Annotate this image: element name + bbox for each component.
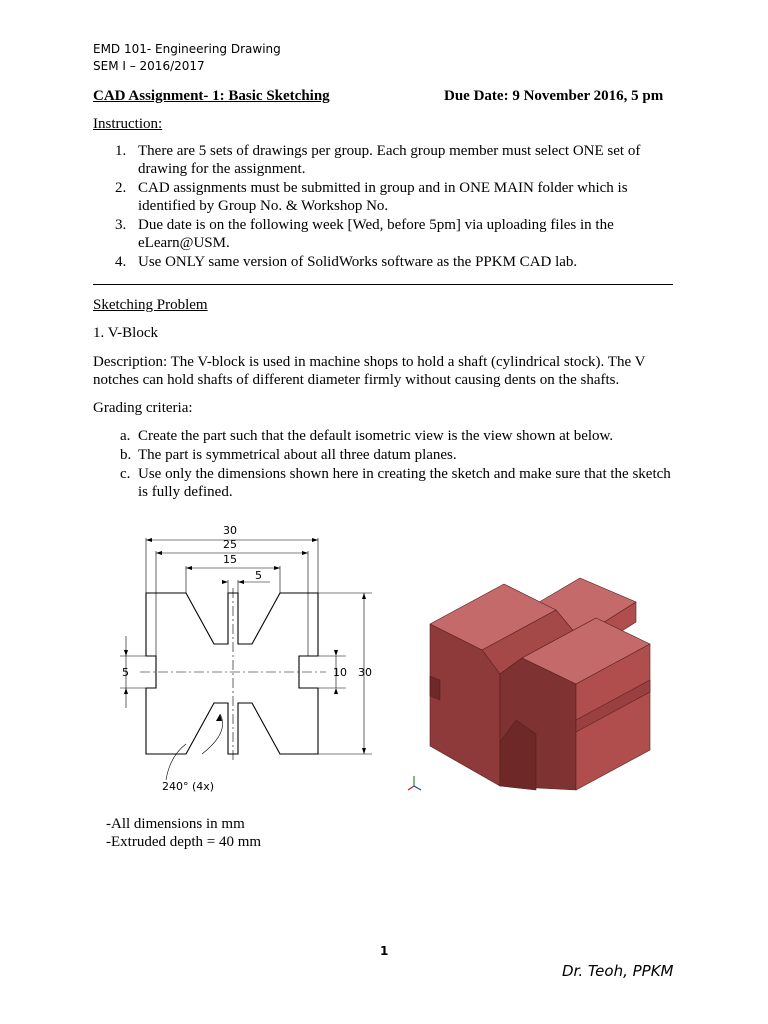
v-block-isometric-model	[400, 558, 670, 798]
list-item	[93, 446, 673, 464]
axis-triad-icon	[408, 776, 421, 790]
problem-description: Description: The V-block is used in machine shops to hold a shaft (cylindrical stock). The V notches can hold shafts of different diameter firmly without causing dents on the shafts.	[93, 354, 646, 388]
semester-header: SEM I – 2016/2017	[93, 59, 205, 73]
item-text: There are 5 sets of drawings per group. Each group member must select ONE set of drawing for the assignment.	[138, 143, 641, 177]
list-item	[93, 465, 673, 501]
due-date: Due Date: 9 November 2016, 5 pm	[444, 88, 664, 104]
dim-25-label: 25	[223, 538, 237, 551]
page-number: 1	[380, 944, 389, 958]
instruction-list	[93, 142, 673, 272]
item-text: CAD assignments must be submitted in group and in ONE MAIN folder which is identified by Group No. & Workshop No.	[138, 180, 628, 214]
item-number: 2.	[115, 180, 127, 196]
dim-right-10-label: 10	[333, 666, 347, 679]
grading-heading: Grading criteria:	[93, 400, 193, 416]
instruction-heading: Instruction:	[93, 116, 163, 132]
dim-left-5-label: 5	[122, 666, 129, 679]
author-signature: Dr. Teoh, PPKM	[562, 962, 674, 980]
item-text: Create the part such that the default isometric view is the view shown at below.	[138, 428, 614, 444]
item-letter: a.	[120, 428, 131, 444]
grading-list	[93, 427, 673, 502]
item-letter: b.	[120, 447, 132, 463]
sketch-outline	[146, 593, 318, 754]
depth-note: -Extruded depth = 40 mm	[106, 834, 262, 850]
item-letter: c.	[120, 466, 131, 482]
dim-right-30-label: 30	[358, 666, 372, 679]
assignment-title: CAD Assignment- 1: Basic Sketching	[93, 88, 330, 104]
section-divider	[93, 284, 673, 285]
item-number: 3.	[115, 217, 127, 233]
item-number: 4.	[115, 254, 127, 270]
list-item	[93, 216, 673, 252]
item-text: Due date is on the following week [Wed, before 5pm] via uploading files in the eLearn@USM.	[138, 217, 614, 251]
item-number: 1.	[115, 143, 127, 159]
dim-15-label: 15	[223, 553, 237, 566]
angle-label: 240° (4x)	[162, 780, 215, 793]
list-item	[93, 179, 673, 215]
sketching-heading: Sketching Problem	[93, 297, 208, 313]
units-note: -All dimensions in mm	[106, 816, 245, 832]
item-text: Use ONLY same version of SolidWorks software as the PPKM CAD lab.	[138, 254, 578, 270]
dim-5-label: 5	[255, 569, 262, 582]
list-item	[93, 253, 673, 271]
problem-title: 1. V-Block	[93, 325, 159, 341]
item-text: Use only the dimensions shown here in creating the sketch and make sure that the sketch is fully defined.	[138, 466, 671, 500]
list-item	[93, 427, 673, 445]
list-item	[93, 142, 673, 178]
dim-30-label: 30	[223, 524, 237, 537]
item-text: The part is symmetrical about all three datum planes.	[138, 447, 457, 463]
v-block-sketch	[110, 518, 390, 808]
course-header: EMD 101- Engineering Drawing	[93, 42, 281, 56]
